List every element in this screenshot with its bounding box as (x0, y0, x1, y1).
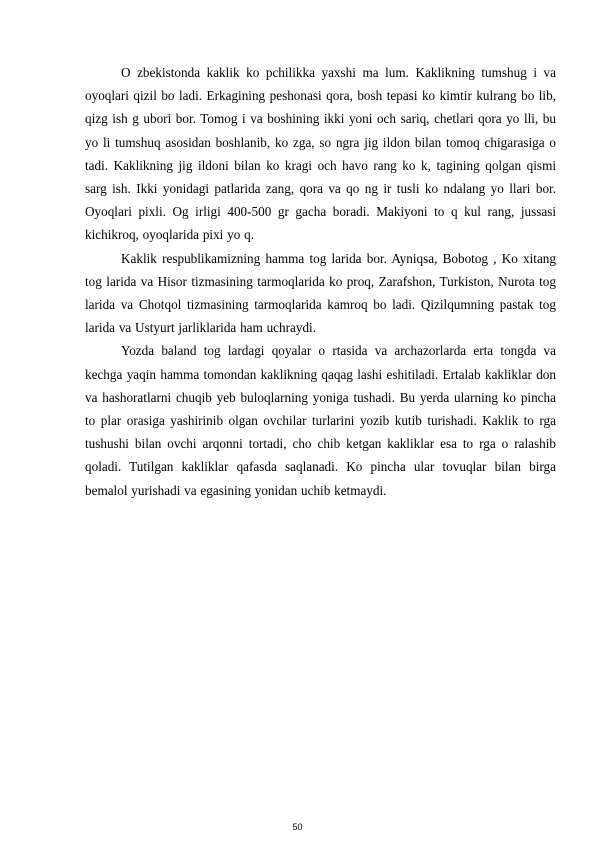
paragraph-kaklik-description: O zbekistonda kaklik ko pchilikka yaxshi ma lum. Kaklikning tumshug i va oyoqlari qizil bo ladi. Erkagining peshonasi qora, bosh tepasi ko kimtir kulrang bo lib, qizg ish g ubori bor. Tomog i va boshining ikki yoni och sariq, chetlari qora yo lli, bu yo li tumshuq asosidan boshlanib, ko zga, so ngra jig ildon bilan tomoq chigarasiga o tadi. Kaklikning jig ildoni bilan ko kragi och havo rang ko k, tagining qolgan qismi sarg ish. Ikki yonidagi patlarida zang, qora va qo ng ir tusli ko ndalang yo llari bor. Oyoqlari pixli. Og irligi 400-500 gr gacha boradi. Makiyoni to q kul rang, jussasi kichikroq, oyoqlarida pixi yo q. (85, 65, 556, 243)
paragraph-kaklik-hunting: Yozda baland tog lardagi qoyalar o rtasida va archazorlarda erta tongda va kechga yaqin hamma tomondan kaklikning qaqag lashi eshitiladi. Ertalab kakliklar don va hashoratlarni chuqib yeb buloqlarning yoniga tushadi. Bu yerda ularning ko pincha to plar orasiga yashirinib olgan ovchilar turlarini yozib kutib turishadi. Kaklik to rga tushushi bilan ovchi arqonni tortadi, cho chib ketgan kakliklar esa to rga o ralashib qoladi. Tutilgan kakliklar qafasda saqlanadi. Ko pincha ular tovuqlar bilan birga bemalol yurishadi va egasining yonidan uchib ketmaydi. (85, 343, 556, 498)
page-number: 50 (292, 822, 303, 832)
paragraph-kaklik-habitat: Kaklik respublikamizning hamma tog larida bor. Ayniqsa, Bobotog , Ko xitang tog larida va Hisor tizmasining tarmoqlarida ko proq, Zarafshon, Turkiston, Nurota tog larida va Chotqol tizmasining tarmoqlarida kamroq bo ladi. Qizilqumning pastak tog larida va Ustyurt jarliklarida ham uchraydi. (85, 250, 556, 336)
body-text (85, 61, 556, 502)
